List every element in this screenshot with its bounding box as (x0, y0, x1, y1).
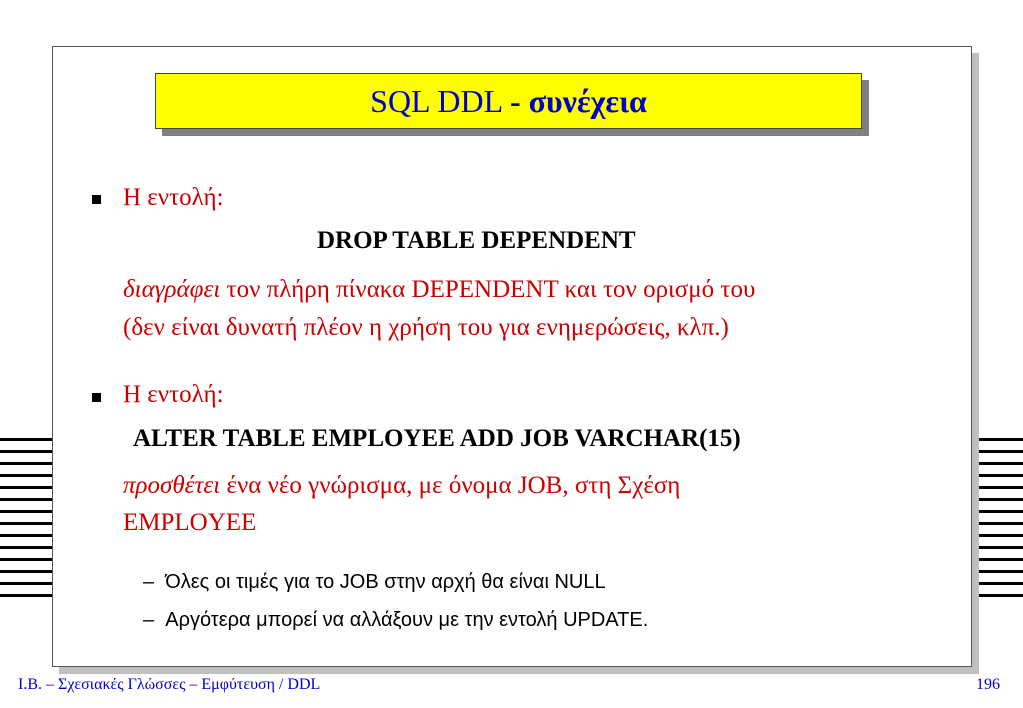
title-main: SQL DDL (370, 83, 510, 119)
bullet1-desc-verb: διαγράφει (123, 276, 221, 303)
bullet2-desc-verb: προσθέτει (123, 472, 221, 499)
bullet2-desc-line1 (123, 472, 680, 500)
slide-title (155, 73, 862, 129)
bullet2-label: Η εντολή: (123, 381, 224, 408)
sub-item-text: Αργότερα μπορεί να αλλάξουν με την εντολή UPDATE. (165, 609, 649, 631)
page-number: 196 (976, 676, 1000, 693)
decor-lines-left (0, 438, 53, 606)
bullet2-desc-line2: EMPLOYEE (123, 509, 257, 536)
title-suffix: - συνέχεια (509, 83, 647, 119)
bullet2-desc-rest: ένα νέο γνώρισμα, με όνομα JOB, στη Σχέση (220, 472, 681, 499)
bullet1-desc-line1 (123, 276, 755, 304)
bullet1-desc-line2: (δεν είναι δυνατή πλέον η χρήση του για ενημερώσεις, κλπ.) (123, 314, 729, 341)
sub-item: – Αργότερα μπορεί να αλλάξουν με την εντολή UPDATE. (143, 609, 649, 631)
sub-item: – Όλες οι τιμές για το JOB στην αρχή θα είναι NULL (143, 571, 606, 593)
bullet1-command: DROP TABLE DEPENDENT (317, 227, 636, 254)
footer-text: Ι.Β. – Σχεσιακές Γλώσσες – Εμφύτευση / DDL (18, 676, 321, 693)
sub-item-text: Όλες οι τιμές για το JOB στην αρχή θα είναι NULL (165, 571, 606, 593)
bullet2-command: ALTER TABLE EMPLOYEE ADD JOB VARCHAR(15) (133, 425, 741, 452)
bullet1-desc-rest: τον πλήρη πίνακα DEPENDENT και τον ορισμό του (220, 276, 756, 303)
bullet-marker (92, 195, 101, 204)
bullet-marker (92, 393, 101, 402)
bullet1-label: Η εντολή: (123, 184, 224, 211)
